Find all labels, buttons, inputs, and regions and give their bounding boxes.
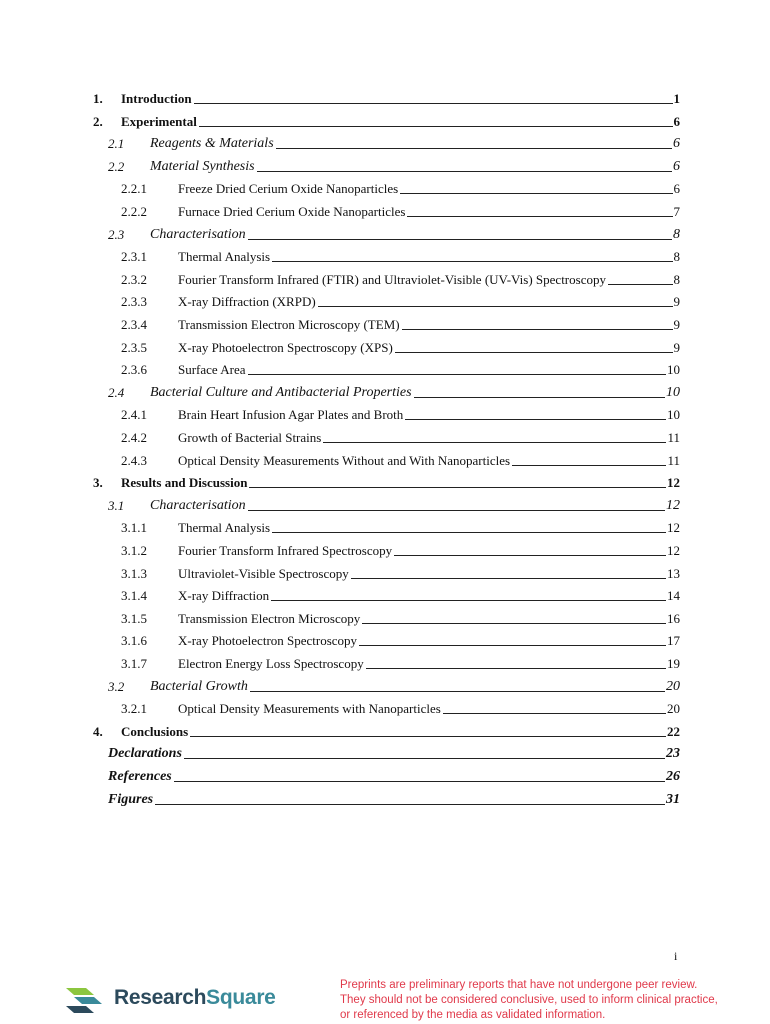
toc-entry-number: 2.3.6 <box>121 362 147 378</box>
toc-entry-title: X-ray Photoelectron Spectroscopy <box>178 633 358 649</box>
toc-entry-page: 7 <box>673 204 680 219</box>
toc-entry-page: 11 <box>667 452 680 468</box>
toc-entry[interactable] <box>0 470 770 490</box>
toc-entry-title: Electron Energy Loss Spectroscopy <box>178 656 364 671</box>
toc-entry[interactable] <box>0 176 770 196</box>
page-number: i <box>674 949 678 963</box>
toc-entry-title: Bacterial Culture and Antibacterial Properties <box>150 384 412 400</box>
toc-entry-page: 12 <box>667 543 680 558</box>
toc-entry-number: 3.1.4 <box>121 588 147 604</box>
toc-leader-line <box>407 216 673 217</box>
toc-entry-page: 11 <box>667 430 680 445</box>
toc-entry[interactable] <box>0 244 770 264</box>
toc-entry[interactable] <box>0 222 770 242</box>
toc-leader-line <box>190 736 666 737</box>
toc-entry-page: 9 <box>673 339 680 355</box>
toc-entry-title: Figures <box>108 791 154 807</box>
toc-leader-line <box>359 645 666 646</box>
toc-entry-title: Experimental <box>121 113 197 129</box>
toc-entry-page: 26 <box>666 769 680 784</box>
toc-entry-title: Fourier Transform Infrared (FTIR) and Ultraviolet-Visible (UV-Vis) Spectroscopy <box>178 271 606 287</box>
toc-entry[interactable] <box>0 380 770 400</box>
toc-entry-title: References <box>108 769 172 784</box>
toc-entry-title: Transmission Electron Microscopy <box>178 610 361 626</box>
toc-leader-line <box>249 487 666 488</box>
toc-entry-number: 3.1.5 <box>121 610 147 626</box>
toc-entry-page: 8 <box>673 249 680 265</box>
toc-entry-page: 8 <box>673 271 680 287</box>
toc-leader-line <box>366 668 666 669</box>
toc-entry[interactable] <box>0 357 770 377</box>
toc-entry-page: 20 <box>666 678 680 694</box>
preprint-disclaimer <box>340 978 720 1023</box>
toc-entry[interactable] <box>0 538 770 558</box>
toc-entry-title: Conclusions <box>121 723 189 739</box>
toc-leader-line <box>405 419 666 420</box>
toc-leader-line <box>199 126 673 127</box>
research-square-logo[interactable] <box>64 982 304 1018</box>
toc-entry-page: 6 <box>673 113 680 129</box>
toc-leader-line <box>272 532 666 533</box>
toc-entry-page: 31 <box>666 791 680 807</box>
toc-leader-line <box>271 600 666 601</box>
toc-entry-title: X-ray Diffraction (XRPD) <box>178 294 316 310</box>
toc-leader-line <box>414 397 665 398</box>
toc-entry-title: Ultraviolet-Visible Spectroscopy <box>178 565 349 581</box>
toc-entry-number: 3.1.1 <box>121 520 147 536</box>
toc-leader-line <box>174 781 665 782</box>
toc-entry[interactable] <box>0 425 770 445</box>
toc-entry-number: 2.3.5 <box>121 339 147 355</box>
toc-entry[interactable] <box>0 606 770 626</box>
toc-leader-line <box>443 713 666 714</box>
disclaimer-line: Preprints are preliminary reports that have not undergone peer review. <box>340 979 698 991</box>
disclaimer-line: or referenced by the media as validated information. <box>340 1009 606 1021</box>
toc-entry-title: Characterisation <box>150 226 246 242</box>
toc-entry-title: Bacterial Growth <box>150 678 248 694</box>
toc-entry-number: 2.2.1 <box>121 181 147 197</box>
disclaimer-line: They should not be considered conclusive, used to inform clinical practice, <box>340 994 718 1006</box>
toc-entry-number: 2.4 <box>108 384 125 400</box>
toc-entry-page: 20 <box>667 701 680 717</box>
toc-entry-title: Thermal Analysis <box>178 520 271 536</box>
toc-entry[interactable] <box>0 402 770 422</box>
toc-entry[interactable] <box>0 696 770 716</box>
toc-entry-title: Optical Density Measurements Without and With Nanoparticles <box>178 452 511 468</box>
toc-entry-page: 16 <box>667 610 680 626</box>
toc-entry-number: 3.1.6 <box>121 633 147 649</box>
toc-entry-number: 2.4.1 <box>121 407 147 423</box>
toc-leader-line <box>257 171 672 172</box>
logo-wordmark <box>114 986 276 1010</box>
toc-leader-line <box>155 804 665 805</box>
toc-leader-line <box>402 329 673 330</box>
toc-leader-line <box>194 103 673 104</box>
toc-entry-title: Declarations <box>108 746 182 762</box>
toc-entry[interactable] <box>0 628 770 648</box>
toc-entry-page: 10 <box>667 362 680 378</box>
logo-word-square: Square <box>206 986 276 1009</box>
toc-entry-page: 14 <box>667 588 680 604</box>
toc-leader-line <box>362 623 666 624</box>
toc-entry[interactable] <box>0 109 770 129</box>
toc-entry-page: 19 <box>667 656 680 671</box>
toc-entry-title: X-ray Photoelectron Spectroscopy (XPS) <box>178 339 393 355</box>
toc-entry-number: 3.1.3 <box>121 565 147 581</box>
toc-entry-title: Characterisation <box>150 497 246 513</box>
toc-entry-number: 4. <box>93 723 103 739</box>
toc-leader-line <box>351 578 666 579</box>
toc-entry-page: 6 <box>673 158 680 174</box>
toc-entry-page: 8 <box>673 226 680 242</box>
toc-entry[interactable] <box>0 651 770 671</box>
toc-entry[interactable] <box>0 154 770 174</box>
toc-entry-title: Growth of Bacterial Strains <box>178 430 322 445</box>
toc-entry[interactable] <box>0 289 770 309</box>
toc-entry[interactable] <box>0 787 770 807</box>
toc-entry-page: 22 <box>667 723 680 739</box>
toc-entry-title: Material Synthesis <box>150 158 255 174</box>
toc-entry-number: 2.3.2 <box>121 271 147 287</box>
toc-entry-number: 2.4.2 <box>121 430 147 445</box>
toc-entry-title: Thermal Analysis <box>178 249 271 265</box>
toc-entry[interactable] <box>0 515 770 535</box>
toc-entry[interactable] <box>0 312 770 332</box>
toc-entry-page: 6 <box>673 181 680 197</box>
toc-leader-line <box>250 691 665 692</box>
toc-entry[interactable] <box>0 493 770 513</box>
toc-entry-page: 1 <box>673 91 680 106</box>
toc-leader-line <box>318 306 673 307</box>
toc-entry[interactable] <box>0 583 770 603</box>
toc-entry-title: Brain Heart Infusion Agar Plates and Broth <box>178 407 404 423</box>
toc-entry-page: 10 <box>667 407 680 423</box>
toc-entry-number: 2.3 <box>108 226 125 242</box>
toc-entry[interactable] <box>0 267 770 287</box>
toc-entry-page: 23 <box>666 746 680 762</box>
toc-leader-line <box>394 555 666 556</box>
toc-entry[interactable] <box>0 674 770 694</box>
toc-entry[interactable] <box>0 719 770 739</box>
toc-entry-page: 12 <box>667 520 680 536</box>
toc-entry-number: 2.4.3 <box>121 452 147 468</box>
toc-entry-title: Optical Density Measurements with Nanoparticles <box>178 701 441 717</box>
toc-leader-line <box>400 193 673 194</box>
toc-entry[interactable] <box>0 131 770 151</box>
logo-word-research: Research <box>114 986 207 1009</box>
toc-entry-title: Reagents & Materials <box>150 136 274 152</box>
toc-entry-title: Introduction <box>121 91 192 106</box>
toc-entry-title: Results and Discussion <box>121 475 248 491</box>
toc-entry[interactable] <box>0 86 770 106</box>
toc-leader-line <box>248 374 666 375</box>
toc-entry-number: 3.1.7 <box>121 656 147 671</box>
toc-entry-page: 12 <box>666 497 680 513</box>
toc-entry-title: Fourier Transform Infrared Spectroscopy <box>178 543 393 558</box>
toc-entry-number: 2.1 <box>108 136 125 152</box>
toc-leader-line <box>248 239 672 240</box>
toc-leader-line <box>395 352 673 353</box>
toc-entry-title: Transmission Electron Microscopy (TEM) <box>178 317 400 332</box>
toc-entry-number: 2.2 <box>108 158 125 174</box>
toc-entry-number: 3.2 <box>108 678 125 694</box>
toc-entry-number: 2.2.2 <box>121 204 147 219</box>
toc-entry[interactable] <box>0 335 770 355</box>
toc-entry-page: 9 <box>673 294 680 310</box>
toc-leader-line <box>248 510 665 511</box>
toc-entry-number: 3.1.2 <box>121 543 147 558</box>
toc-entry-number: 2. <box>93 113 103 129</box>
toc-entry-number: 3.2.1 <box>121 701 147 717</box>
toc-leader-line <box>323 442 666 443</box>
toc-entry-number: 3. <box>93 475 103 491</box>
toc-entry[interactable] <box>0 764 770 784</box>
toc-leader-line <box>272 261 673 262</box>
toc-entry-title: Surface Area <box>178 362 246 378</box>
toc-entry[interactable] <box>0 741 770 761</box>
toc-entry[interactable] <box>0 561 770 581</box>
toc-entry-title: Furnace Dried Cerium Oxide Nanoparticles <box>178 204 406 219</box>
toc-entry-number: 2.3.1 <box>121 249 147 265</box>
toc-entry-number: 1. <box>93 91 103 106</box>
toc-entry-title: X-ray Diffraction <box>178 588 270 604</box>
toc-entry-page: 6 <box>673 136 680 152</box>
toc-entry-page: 13 <box>667 565 680 581</box>
toc-entry-page: 17 <box>667 633 680 649</box>
toc-entry-number: 3.1 <box>108 497 125 513</box>
toc-leader-line <box>276 148 672 149</box>
toc-entry-number: 2.3.4 <box>121 317 147 332</box>
research-square-logo-icon <box>64 982 106 1018</box>
toc-entry-title: Freeze Dried Cerium Oxide Nanoparticles <box>178 181 399 197</box>
toc-entry-page: 12 <box>667 475 680 491</box>
toc-entry-number: 2.3.3 <box>121 294 147 310</box>
toc-leader-line <box>184 758 665 759</box>
toc-entry[interactable] <box>0 199 770 219</box>
toc-entry-page: 10 <box>666 384 680 400</box>
toc-entry-page: 9 <box>673 317 680 332</box>
toc-entry[interactable] <box>0 448 770 468</box>
